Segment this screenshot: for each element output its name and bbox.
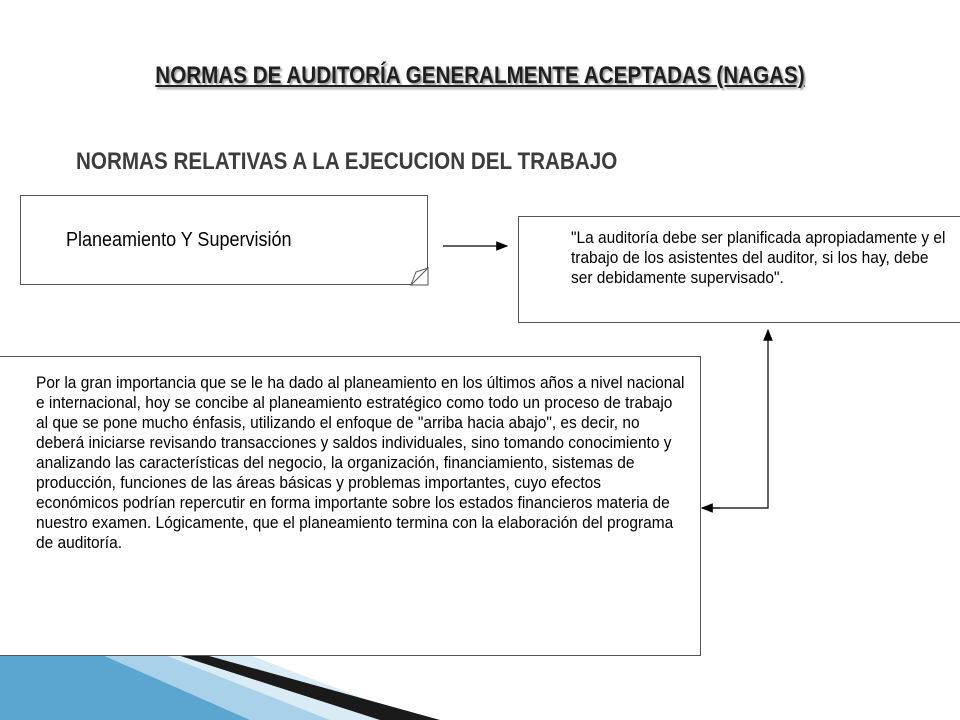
section-subtitle: NORMAS RELATIVAS A LA EJECUCION DEL TRABAJO	[76, 148, 618, 175]
arrow-elbow	[702, 330, 768, 508]
quote-text: "La auditoría debe ser planificada apropiadamente y el trabajo de los asistentes del auditor, si los hay, debe ser debidamente supervisado".	[571, 228, 946, 287]
planning-box	[20, 195, 428, 285]
description-box	[0, 356, 701, 656]
page-title: NORMAS DE AUDITORÍA GENERALMENTE ACEPTADAS (NAGAS)	[155, 62, 805, 89]
quote-box	[518, 216, 960, 323]
planning-label: Planeamiento Y Supervisión	[66, 229, 292, 251]
description-text: Por la gran importancia que se le ha dado al planeamiento en los últimos años a nivel nacional e internacional, hoy se concibe al planeamiento estratégico como todo un proceso de trabajo al que se pone mucho énfasis, utilizando el enfoque de "arriba hacia abajo", es decir, no deberá iniciarse revisando transacciones y saldos individuales, sino tomando conocimiento y analizando las características del negocio, la organización, financiamiento, sistemas de producción, funciones de las áreas básicas y problemas importantes, cuyo efectos económicos podrían repercutir en forma importante sobre los estados financieros materia de nuestro examen. Lógicamente, que el planeamiento termina con la elaboración del programa de auditoría.	[36, 373, 685, 552]
